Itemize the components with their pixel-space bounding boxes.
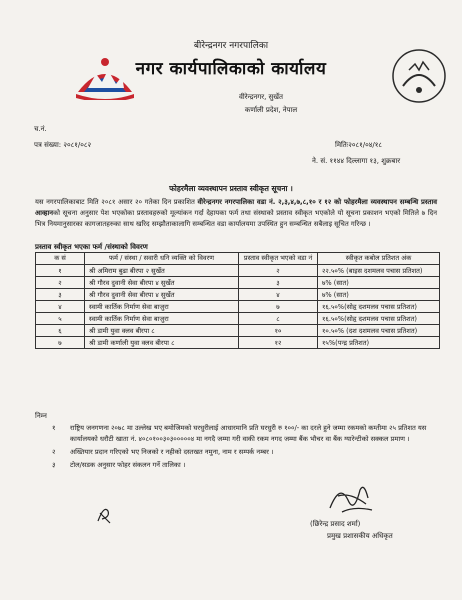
cell-rate: २२.५०% (बाइस दशमलव पचास प्रतिशत): [318, 265, 440, 277]
notes-heading: निम्न: [35, 412, 47, 420]
note-text: टोल/सडक अनुसार फोहर संकलन गर्ने तालिका ।: [70, 461, 186, 469]
approved-firms-table: [35, 252, 440, 349]
cell-rate: ७% (सात): [318, 277, 440, 289]
letter-number: पत्र संख्या: २०८१/०८२: [34, 141, 92, 149]
col-ward-header: प्रस्ताव स्वीकृत भएको वडा नं: [239, 253, 318, 265]
body-text-2: को सूचना अनुसार पेश भएकोका प्रस्तावहरुको मूल्यांकन गर्दा देहायका फर्म तथा संस्थाको प्रस्ताव स्वीकृत भएकोले यो सूचना प्रकाशन भएको मितिले ७ दिन भित्र नियमानुसारका कागजातहरुका साथ खरिद सम्झौताकालागि सम्बन्धित वडा कार्यालयमा उपस्थित हुन सम्बन्धित सबैलाइ सूचित गरिन्छ ।: [35, 209, 437, 228]
reference-label: च.नं.: [34, 125, 47, 133]
cell-sn: ६: [36, 325, 85, 337]
signatory-title: प्रमुख प्रशासकीय अधिकृत: [327, 532, 393, 540]
note-text: अख्तियार प्रदान गरिएको भए निजको र नहीको दस्तखत नमुना, नाम र सम्पर्क नम्बर ।: [70, 448, 274, 456]
note-number: ३: [52, 461, 56, 469]
note-number: २: [52, 448, 56, 456]
cell-ward: ७: [239, 301, 318, 313]
cell-ward: ३: [239, 277, 318, 289]
municipality-name: बीरेन्द्रनगर नगरपालिका: [193, 41, 269, 51]
address-line-1: वीरेन्द्रनगर, सुर्खेत: [238, 93, 284, 101]
notes-list: [52, 423, 440, 473]
body-highlight: वीरेन्द्रनगर नगरपालिका वडा नं. २,३,४,७,८,१० र १२ को फोहरमैला व्यवस्थापन सम्बन्धि प्रस्ताव आव्हान: [35, 198, 437, 217]
cell-firm: श्री गौरव दुवानी सेवा बीरपा ४ सुर्खेत: [85, 289, 239, 301]
date: मितिः२०८१/०४/१८: [335, 141, 383, 149]
table-row: [36, 277, 440, 289]
cell-rate: १५%(पन्द्र प्रतिशत): [318, 337, 440, 349]
notice-body: [35, 197, 437, 230]
cell-firm: श्री डामी कर्णाली युवा क्लव बीरपा ८: [85, 337, 239, 349]
cell-rate: ७% (सात): [318, 289, 440, 301]
signature-scribble: [320, 478, 380, 518]
cell-sn: १: [36, 265, 85, 277]
note-item: [52, 460, 440, 471]
office-title: नगर कार्यपालिकाको कार्यालय: [135, 59, 327, 79]
cell-rate: १०.५०% (दश दशमलव पचास प्रतिशत): [318, 325, 440, 337]
signatory-name: (छिरेन्द्र प्रसाद शर्मा): [310, 520, 361, 528]
cell-sn: २: [36, 277, 85, 289]
cell-firm: श्री डामी युवा क्लव बीरपा ८: [85, 325, 239, 337]
cell-sn: ४: [36, 301, 85, 313]
cell-firm: श्री अमिराम बुढा बीरपा २ सुर्खेत: [85, 265, 239, 277]
body-text-1: यस नगरपालिकाबाट मिति २०८१ असार २० गतेका दिन प्रकाशित: [35, 198, 198, 206]
cell-sn: ५: [36, 313, 85, 325]
cell-ward: २: [239, 265, 318, 277]
table-row: [36, 265, 440, 277]
date-nepal-sambat: ने. सं. ११४४ दिल्लागा १३, शुक्रबार: [312, 157, 401, 165]
notice-title: फोहरमैला व्यवस्थापन प्रस्ताव स्वीकृत सूचना ।: [169, 184, 293, 193]
note-text: राष्ट्रिय जनगणना २०७८ मा उल्लेख भए बमोजिमको घरधुरीलाई आधारमानि प्रति घरधुरी रु १००/- का दरले हुने जम्मा रकमको कम्तीमा २५ प्रतिशत यस कार्यालयको धरौटी खाता नं. ४०८०१००३०३०००००४ मा नगदै जम्मा गरी वाकी रकम नगद जम्मा बैंक भौचर वा बैंक ग्यारेन्टीको सक्कल प्रमाण ।: [70, 424, 427, 443]
cell-ward: १२: [239, 337, 318, 349]
table-caption: प्रस्ताव स्वीकृत भएका फर्म /संस्थाको विवरण: [35, 243, 148, 251]
table-row: [36, 313, 440, 325]
cell-firm: श्री गौरव दुवानी सेवा बीरपा ४ सुर्खेत: [85, 277, 239, 289]
cell-sn: ७: [36, 337, 85, 349]
table-row: [36, 289, 440, 301]
col-rate-header: स्वीकृत कबोल प्रतिशत अंक: [318, 253, 440, 265]
address-line-2: कर्णाली प्रदेश, नेपाल: [244, 106, 298, 114]
table-header-row: [36, 253, 440, 265]
table-row: [36, 301, 440, 313]
col-firm-header: फर्म / संस्था / सवारी धनि व्यक्ति को विवरण: [85, 253, 239, 265]
cell-sn: ३: [36, 289, 85, 301]
col-sn-header: क सं: [36, 253, 85, 265]
cell-rate: १६.५०%(सोहृ दशमलव पचास प्रतिशत): [318, 301, 440, 313]
cell-ward: ८: [239, 313, 318, 325]
note-item: [52, 447, 440, 458]
note-number: १: [52, 424, 56, 432]
cell-firm: स्वामी कार्तिक निर्माण सेवा बाजुरा: [85, 313, 239, 325]
municipality-logo-icon: [389, 46, 449, 106]
cell-rate: १६.५०%(सोहृ दशमलव पचास प्रतिशत): [318, 313, 440, 325]
table-row: [36, 325, 440, 337]
table-row: [36, 337, 440, 349]
cell-firm: स्वामी कार्तिक निर्माण सेवा बाजुरा: [85, 301, 239, 313]
cell-ward: ४: [239, 289, 318, 301]
cell-ward: १०: [239, 325, 318, 337]
handwritten-mark: [94, 503, 114, 525]
note-item: [52, 423, 440, 445]
